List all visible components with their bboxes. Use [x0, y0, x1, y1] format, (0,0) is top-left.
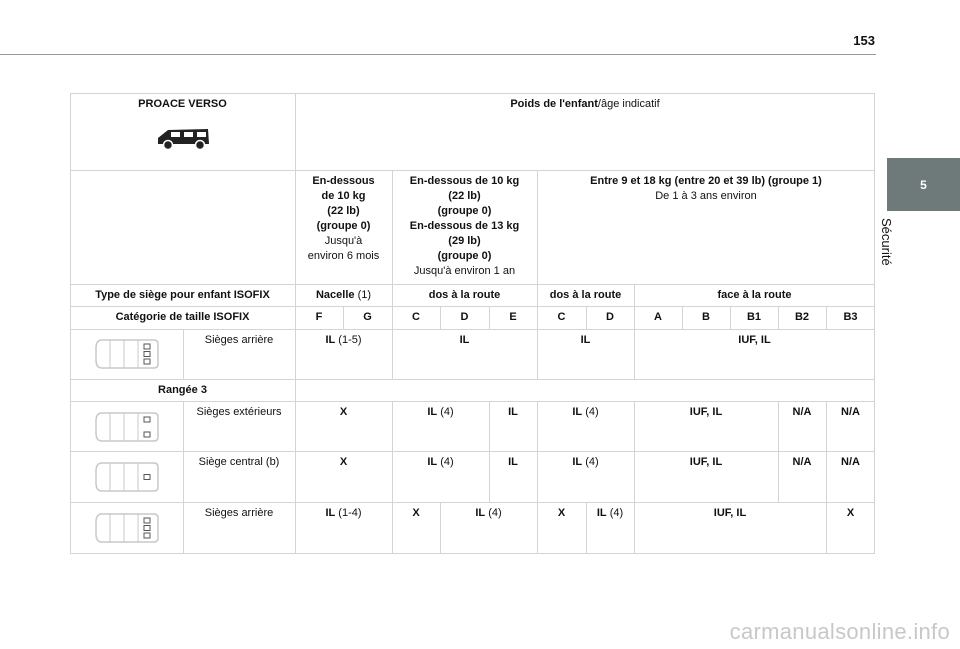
size-class: D [460, 311, 469, 323]
group-1-text: Entre 9 et 18 kg (entre 20 et 39 lb) (groupe 1) [590, 175, 822, 187]
type-rear-facing: dos à la route [549, 289, 622, 301]
row-value-note: (4) [582, 456, 599, 468]
row-value [440, 502, 537, 521]
row-value: X [339, 456, 348, 468]
seat-diagram-icon [94, 338, 160, 370]
seat-diagram-icon [94, 512, 160, 544]
table-line [826, 401, 827, 553]
type-label: Type de siège pour enfant ISOFIX [95, 289, 270, 301]
group-1-text: De 1 à 3 ans environ [655, 190, 757, 202]
row-group-label: Rangée 3 [158, 384, 207, 396]
group-0-text: de 10 kg [321, 190, 366, 202]
row-label: Siège central (b) [198, 456, 280, 468]
group-1-cell [537, 170, 875, 204]
group-0plus-cell [392, 170, 537, 279]
size-label: Catégorie de taille ISOFIX [115, 311, 250, 323]
size-class: B1 [746, 311, 762, 323]
size-class: B [702, 311, 710, 323]
row-value-bold: IL [427, 406, 438, 418]
row-value: IUF, IL [689, 456, 723, 468]
row-value-bold: IL [475, 507, 486, 519]
row-value: IL [459, 334, 470, 346]
size-class: D [606, 311, 614, 323]
row-value: IUF, IL [689, 406, 723, 418]
group-0-text: En-dessous [312, 175, 375, 187]
size-class: F [315, 311, 323, 323]
row-value-bold: IL [596, 507, 607, 519]
group-0-text: (groupe 0) [316, 220, 371, 232]
row-value [537, 401, 634, 420]
type-forward-facing: face à la route [717, 289, 792, 301]
row-value-bold: IL [325, 334, 336, 346]
group-0-text: Jusqu'à [324, 235, 363, 247]
weight-header [295, 93, 875, 112]
row-value-note: (4) [485, 507, 502, 519]
row-value: N/A [792, 456, 812, 468]
row-value [586, 502, 634, 521]
type-nacelle [295, 284, 392, 303]
row-value [295, 502, 392, 521]
row-label: Sièges arrière [204, 507, 274, 519]
type-nacelle-bold: Nacelle [315, 289, 355, 301]
row-value: X [846, 507, 855, 519]
row-value [295, 329, 392, 348]
row-label: Sièges extérieurs [196, 406, 282, 418]
row-value-note: (1-4) [335, 507, 362, 519]
row-value-note: (4) [606, 507, 624, 519]
size-class: C [557, 311, 566, 323]
page-number: 153 [853, 33, 875, 48]
watermark: carmanualsonline.info [729, 619, 950, 644]
row-value-bold: IL [572, 406, 583, 418]
group-0plus-text: (22 lb) [448, 190, 481, 202]
row-value-note: (4) [437, 406, 454, 418]
group-0plus-text: (groupe 0) [437, 205, 492, 217]
group-0plus-text: En-dessous de 10 kg [409, 175, 520, 187]
row-value-note: (4) [582, 406, 599, 418]
size-class: B2 [794, 311, 810, 323]
header-rule [0, 54, 876, 55]
table-line [183, 401, 184, 553]
group-0plus-text: En-dessous de 13 kg [409, 220, 520, 232]
seat-diagram-icon [94, 461, 160, 493]
van-icon [154, 124, 212, 152]
weight-header-bold: Poids de l'enfant [510, 98, 598, 110]
group-0-text: environ 6 mois [307, 250, 380, 262]
row-value-bold: IL [427, 456, 438, 468]
row-value: N/A [792, 406, 812, 418]
weight-header-normal: /âge indicatif [597, 98, 660, 110]
row-value: N/A [841, 456, 860, 468]
row-value-bold: IL [325, 507, 336, 519]
group-0-cell [295, 170, 392, 264]
table-line [70, 553, 875, 554]
seat-diagram-icon [94, 411, 160, 443]
group-0plus-text: (groupe 0) [437, 250, 492, 262]
row-value: X [557, 507, 566, 519]
row-value [537, 451, 634, 470]
section-tab[interactable]: 5 [887, 158, 960, 211]
section-title [879, 218, 916, 288]
row-value: IL [508, 406, 518, 418]
size-class: G [363, 311, 372, 323]
group-0plus-text: Jusqu'à environ 1 an [413, 265, 516, 277]
row-value: IUF, IL [713, 507, 747, 519]
size-class: B3 [843, 311, 858, 323]
row-label: Sièges arrière [204, 334, 274, 346]
row-value: X [339, 406, 348, 418]
size-class: E [509, 311, 517, 323]
row-value: IL [580, 334, 591, 346]
type-rear-facing: dos à la route [428, 289, 501, 301]
row-value: IUF, IL [738, 334, 771, 346]
row-value: IL [508, 456, 518, 468]
row-value: N/A [841, 406, 860, 418]
vehicle-name: PROACE VERSO [138, 98, 227, 110]
row-value-note: (4) [437, 456, 454, 468]
section-title-text: Sécurité [879, 218, 894, 266]
row-value-bold: IL [572, 456, 583, 468]
type-nacelle-suffix: (1) [354, 289, 372, 301]
group-0-text: (22 lb) [327, 205, 360, 217]
size-class: A [654, 311, 662, 323]
row-value: X [412, 507, 420, 519]
row-value [392, 451, 489, 470]
row-value-note: (1-5) [335, 334, 362, 346]
row-value [392, 401, 489, 420]
size-class: C [412, 311, 420, 323]
group-0plus-text: (29 lb) [448, 235, 481, 247]
